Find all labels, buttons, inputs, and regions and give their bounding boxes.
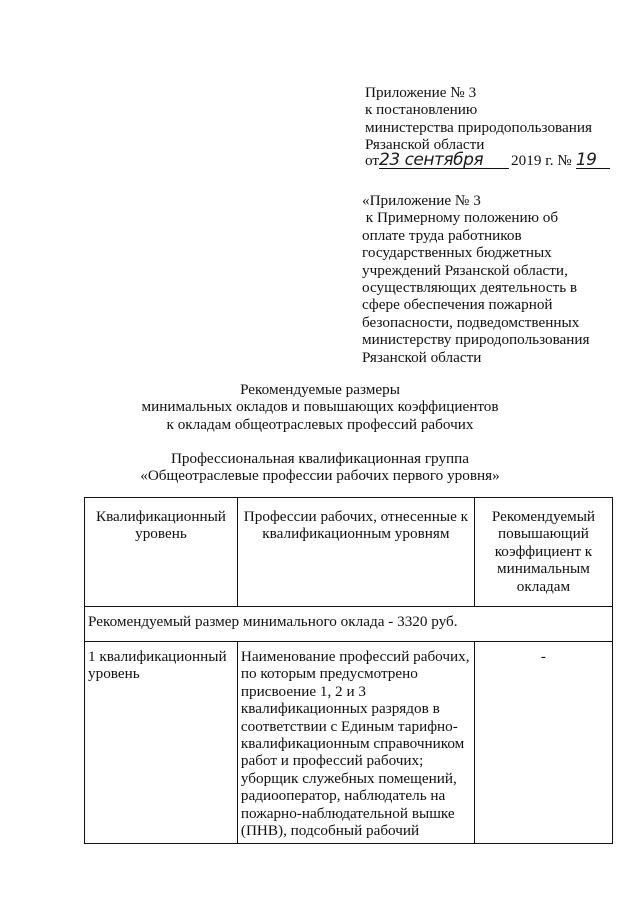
date-prefix: от bbox=[365, 152, 380, 169]
table-header-row bbox=[85, 498, 613, 607]
title-line: к окладам общеотраслевых профессий рабочих bbox=[166, 415, 474, 433]
quote-line: «Приложение № 3 bbox=[362, 192, 481, 209]
appendix-line: Рязанской области bbox=[365, 136, 485, 154]
row-qualification-level: 1 квалификационный уровень bbox=[85, 642, 238, 844]
quote-line: оплате труда работников bbox=[362, 226, 522, 244]
row-professions: Наименование профессий рабочих, по которым предусмотрено присвоение 1, 2 и 3 квалификационных разрядов в соответствии с Единым тарифно-квалификационным справочником работ и профессий рабочих; уборщик служебных помещений, радиооператор, наблюдатель на пожарно-наблюдательной вышке (ПНВ), подсобный рабочий bbox=[237, 642, 474, 844]
document-title bbox=[0, 381, 640, 433]
group-line: Профессиональная квалификационная группа bbox=[170, 450, 470, 467]
row-coefficient: - bbox=[474, 642, 612, 844]
quote-line: Рязанской области bbox=[362, 348, 482, 366]
resolution-date-line bbox=[365, 152, 610, 169]
quote-line: безопасности, подведомственных bbox=[362, 313, 580, 331]
coefficients-table bbox=[84, 497, 613, 844]
quote-line: осуществляющих деятельность в bbox=[362, 279, 578, 297]
salary-row bbox=[85, 607, 613, 642]
appendix-line: Приложение № 3 bbox=[365, 84, 477, 101]
quote-line: сфере обеспечения пожарной bbox=[362, 296, 553, 314]
quote-line: государственных бюджетных bbox=[362, 244, 552, 262]
group-line: «Общеотраслевые профессии рабочих первого уровня» bbox=[140, 467, 500, 485]
table-row bbox=[85, 642, 613, 844]
qualification-group-title bbox=[0, 450, 640, 485]
quote-line: министерству природопользования bbox=[362, 331, 590, 349]
appendix-line: министерства природопользования bbox=[365, 118, 592, 136]
header-coefficient: Рекомендуемый повышающий коэффициент к минимальным окладам bbox=[474, 498, 612, 607]
date-year: 2019 г. № bbox=[511, 152, 572, 169]
header-professions: Профессии рабочих, отнесенные к квалификационным уровням bbox=[237, 498, 474, 607]
appendix-header bbox=[365, 84, 592, 154]
quoted-appendix-header bbox=[362, 192, 590, 366]
quote-line: учреждений Рязанской области, bbox=[362, 261, 568, 279]
handwritten-number: 19 bbox=[576, 153, 610, 169]
title-line: минимальных окладов и повышающих коэффициентов bbox=[141, 398, 499, 416]
minimum-salary-text: Рекомендуемый размер минимального оклада - 3320 руб. bbox=[85, 607, 613, 642]
appendix-line: к постановлению bbox=[365, 101, 478, 119]
handwritten-date: 23 сентября bbox=[379, 153, 509, 169]
header-qualification-level: Квалификационный уровень bbox=[85, 498, 238, 607]
title-line: Рекомендуемые размеры bbox=[240, 381, 400, 398]
quote-line: к Примерному положению об bbox=[362, 209, 559, 227]
